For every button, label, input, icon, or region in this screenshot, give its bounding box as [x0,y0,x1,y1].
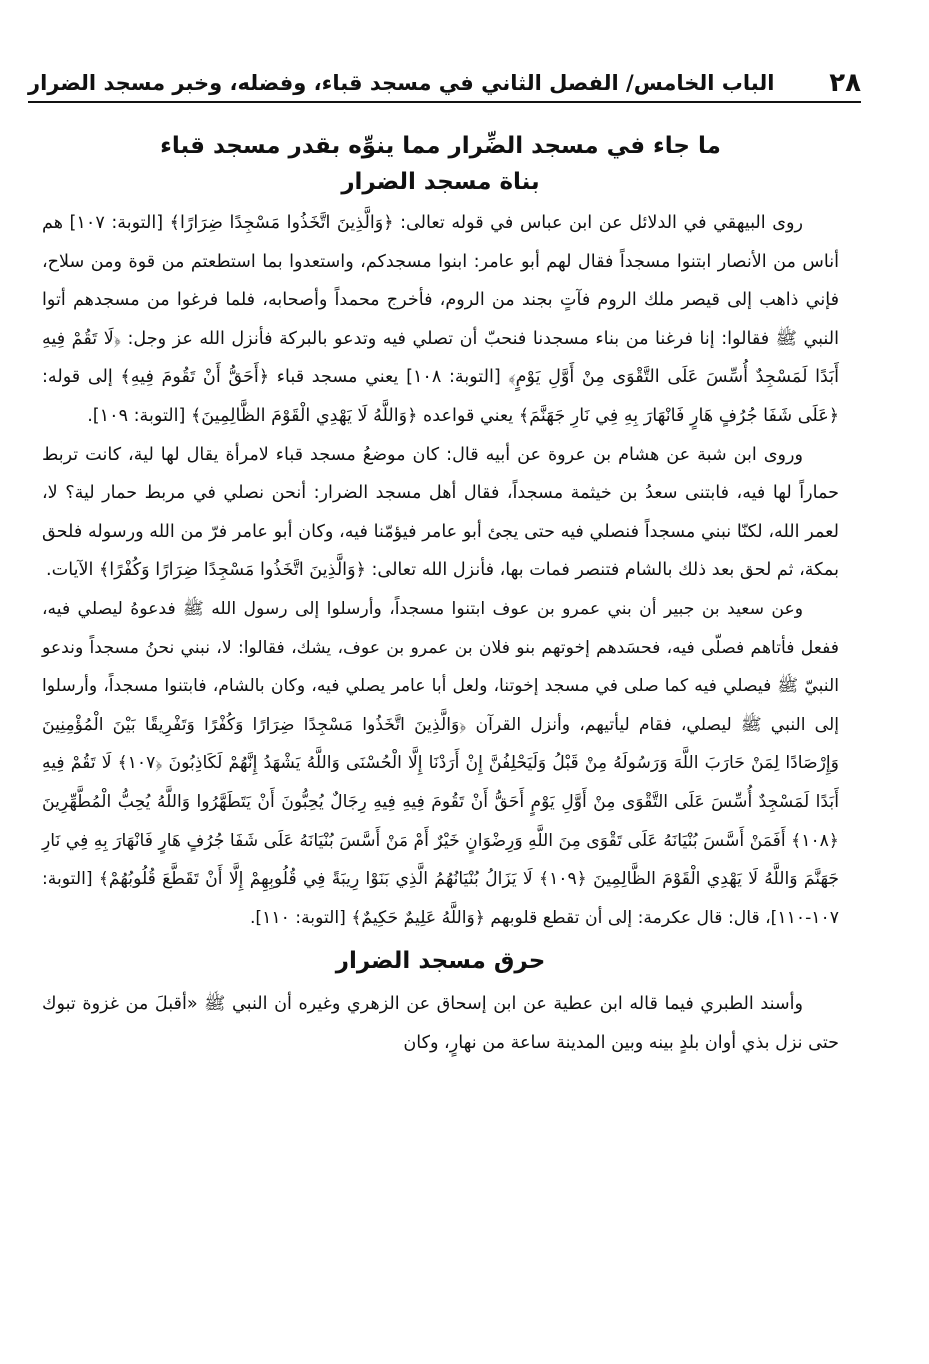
paragraph: وأسند الطبري فيما قاله ابن عطية عن ابن إسحاق عن الزهري وغيره أن النبي ﷺ «أقبلَ من غزوة تبوك حتى نزل بذي أوان بلدٍ بينه وبين المدينة ساعة من نهارٍ، وكان [42,994,839,1053]
running-head: الباب الخامس/ الفصل الثاني في مسجد قباء، وفضله، وخبر مسجد الضرار [28,71,775,95]
header-rule [28,101,861,103]
page-body [42,120,839,1062]
subheading: بناة مسجد الضرار [341,169,540,195]
paragraph: وروى ابن شبة عن هشام بن عروة عن أبيه قال: كان موضعُ مسجد قباء لامرأة يقال لها لية، كانت تربط حماراً لها فيه، فابتنى سعدُ بن خيثمة مسجداً، فقال أهل مسجد الضرار: أنحن نصلي في مربط حمار لية؟ لا، لعمر الله، لكنّا نبني مسجداً فنصلي فيه حتى يجئ أبو عامر فيؤمّنا فيه، وكان أبو عامر فرّ من الله ورسوله فلحق بمكة، ثم لحق بعد ذلك بالشام فتنصر فمات بها، فأنزل الله تعالى: ﴿وَالَّذِينَ اتَّخَذُوا مَسْجِدًا ضِرَارًا وَكُفْرًا﴾ الآيات. [42,444,839,581]
section-heading: حرق مسجد الضرار [335,948,546,975]
page-number: ٢٨ [829,68,861,98]
paragraph: روى البيهقي في الدلائل عن ابن عباس في قوله تعالى: ﴿وَالَّذِينَ اتَّخَذُوا مَسْجِدًا ضِرَارًا﴾ [التوبة: ١٠٧] هم أناس من الأنصار ابتنوا مسجداً فقال لهم أبو عامر: ابنوا مسجدكم، واستعدوا بما استطعتم من قوة ومن سلاح، فإني ذاهب إلى قيصر ملك الروم فآتٍ بجند من الروم، فأخرج محمداً وأصحابه، فلما فرغوا من مسجدهم أتوا النبي ﷺ فقالوا: إنا فرغنا من بناء مسجدنا فنحبّ أن تصلي فيه وتدعو بالبركة فأنزل الله عز وجل: ﴿لَا تَقُمْ فِيهِ أَبَدًا لَمَسْجِدٌ أُسِّسَ عَلَى التَّقْوَى مِنْ أَوَّلِ يَوْمٍ﴾ [التوبة: ١٠٨] يعني مسجد قباء ﴿أَحَقُّ أَنْ تَقُومَ فِيهِ﴾ إلى قوله: ﴿عَلَى شَفَا جُرُفٍ هَارٍ فَانْهَارَ بِهِ فِي نَارِ جَهَنَّمَ﴾ يعني قواعده ﴿وَاللَّهُ لَا يَهْدِي الْقَوْمَ الظَّالِمِينَ﴾ [التوبة: ١٠٩]. [42,213,839,426]
chapter-heading: ما جاء في مسجد الضِّرار مما ينوِّه بقدر مسجد قباء [160,133,721,159]
paragraph: وعن سعيد بن جبير أن بني عمرو بن عوف ابتنوا مسجداً، وأرسلوا إلى رسول الله ﷺ فدعوهُ ليصلي فيه، ففعل فأتاهم فصلّى فيه، فحسَدهم إخوتهم بنو فلان بن عمرو بن عوف، يشك، فقالوا: لا، نبني نحنُ مسجداً وندعو النبيّ ﷺ فيصلي فيه كما صلى في مسجد إخوتنا، ولعل أبا عامر يصلي فيه، وكان بالشام، فابتنوا مسجداً، وأرسلوا إلى النبي ﷺ ليصلي، فقام ليأتيهم، وأنزل القرآن ﴿وَالَّذِينَ اتَّخَذُوا مَسْجِدًا ضِرَارًا وَكُفْرًا وَتَفْرِيقًا بَيْنَ الْمُؤْمِنِينَ وَإِرْصَادًا لِمَنْ حَارَبَ اللَّهَ وَرَسُولَهُ مِنْ قَبْلُ وَلَيَحْلِفُنَّ إِنْ أَرَدْنَا إِلَّا الْحُسْنَى وَاللَّهُ يَشْهَدُ إِنَّهُمْ لَكَاذِبُونَ ﴿١٠٧﴾ لَا تَقُمْ فِيهِ أَبَدًا لَمَسْجِدٌ أُسِّسَ عَلَى التَّقْوَى مِنْ أَوَّلِ يَوْمٍ أَحَقُّ أَنْ تَقُومَ فِيهِ فِيهِ رِجَالٌ يُحِبُّونَ أَنْ يَتَطَهَّرُوا وَاللَّهُ يُحِبُّ الْمُطَّهِّرِينَ ﴿١٠٨﴾ أَفَمَنْ أَسَّسَ بُنْيَانَهُ عَلَى تَقْوَى مِنَ اللَّهِ وَرِضْوَانٍ خَيْرٌ أَمْ مَنْ أَسَّسَ بُنْيَانَهُ عَلَى شَفَا جُرُفٍ هَارٍ فَانْهَارَ بِهِ فِي نَارِ جَهَنَّمَ وَاللَّهُ لَا يَهْدِي الْقَوْمَ الظَّالِمِينَ ﴿١٠٩﴾ لَا يَزَالُ بُنْيَانُهُمُ الَّذِي بَنَوْا رِيبَةً فِي قُلُوبِهِمْ إِلَّا أَنْ تَقَطَّعَ قُلُوبُهُمْ﴾ [التوبة: ١٠٧-١١٠]، قال: قال عكرمة: إلى أن تقطع قلوبهم ﴿وَاللَّهُ عَلِيمٌ حَكِيمٌ﴾ [التوبة: ١١٠]. [41,598,839,928]
page-header [28,58,861,98]
